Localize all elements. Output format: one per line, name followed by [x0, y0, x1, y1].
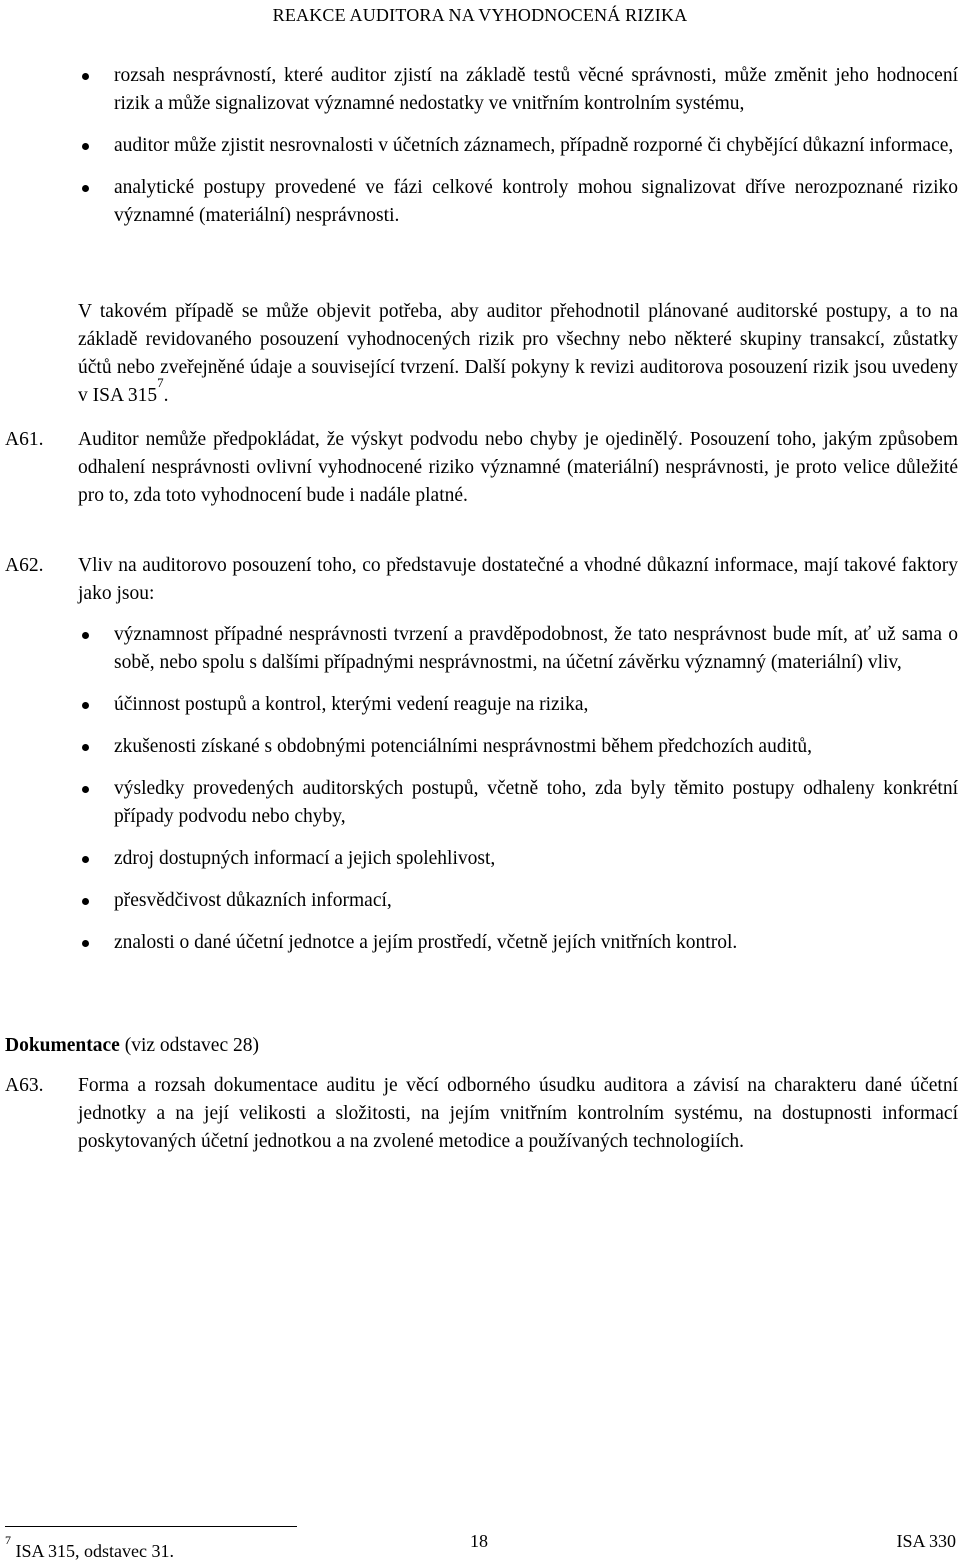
- list-item: analytické postupy provedené ve fázi celkové kontroly mohou signalizovat dříve nerozpoznané riziko významné (materiální) nesprávnosti.: [78, 174, 958, 230]
- paragraph-end: .: [163, 385, 169, 406]
- paragraph-number-a61: A61.: [5, 429, 44, 450]
- paragraph-number-a63: A63.: [5, 1075, 44, 1096]
- footnote-text: ISA 315, odstavec 31.: [11, 1541, 174, 1561]
- footnote: [5, 1533, 174, 1561]
- list-item: znalosti o dané účetní jednotce a jejím prostředí, včetně jejích vnitřních kontrol.: [78, 929, 958, 957]
- footnote-divider: [5, 1526, 297, 1527]
- paragraph-a61: Auditor nemůže předpokládat, že výskyt podvodu nebo chyby je ojedinělý. Posouzení toho, jakým způsobem odhalení nesprávnosti ovlivní vyhodnocené riziko významné (materiální) nesprávnosti, je proto velice důležité pro to, zda toto vyhodnocení bude i nadále platné.: [78, 429, 958, 506]
- paragraph-text: V takovém případě se může objevit potřeba, aby auditor přehodnotil plánované auditorské postupy, a to na základě revidovaného posouzení vyhodnocených rizik pro všechny nebo některé skupiny transakcí, zůstatky účtů nebo zveřejněné údaje a související tvrzení. Další pokyny k revizi auditorova posouzení rizik jsou uvedeny v ISA 315: [78, 301, 958, 406]
- section-title: Dokumentace: [5, 1035, 120, 1056]
- standard-code: ISA 330: [896, 1531, 956, 1551]
- list-item: výsledky provedených auditorských postupů, včetně toho, zda byly těmito postupy odhaleny konkrétní případy podvodu nebo chyby,: [78, 775, 958, 831]
- list-item: auditor může zjistit nesrovnalosti v účetních záznamech, případně rozporné či chybějící důkazní informace,: [78, 132, 958, 160]
- continued-paragraph: [78, 298, 958, 410]
- list-item: zkušenosti získané s obdobnými potenciálními nesprávnostmi během předchozích auditů,: [78, 733, 958, 761]
- paragraph-a63: Forma a rozsah dokumentace auditu je věcí odborného úsudku auditora a závisí na charakteru dané účetní jednotky a na její velikosti a složitosti, na jejím vnitřním kontrolním systému, na dostupnosti informací poskytovaných účetní jednotkou a na zvolené metodice a používaných technologiích.: [78, 1075, 958, 1152]
- section-reference: (viz odstavec 28): [119, 1035, 259, 1056]
- paragraph-a62: Vliv na auditorovo posouzení toho, co představuje dostatečné a vhodné důkazní informace, mají takové faktory jako jsou:: [78, 555, 958, 604]
- running-header: REAKCE AUDITORA NA VYHODNOCENÁ RIZIKA: [272, 5, 688, 25]
- list-item: účinnost postupů a kontrol, kterými vedení reaguje na rizika,: [78, 691, 958, 719]
- evidence-factors-list: [78, 621, 958, 971]
- list-item: významnost případné nesprávnosti tvrzení a pravděpodobnost, že tato nesprávnost bude mít, ať už sama o sobě, nebo spolu s dalšími případnými nesprávnostmi, na účetní závěrku významný (materiální) vliv,: [78, 621, 958, 677]
- paragraph-number-a62: A62.: [5, 555, 44, 576]
- list-item: rozsah nesprávností, které auditor zjistí na základě testů věcné správnosti, může změnit jeho hodnocení rizik a může signalizovat významné nedostatky ve vnitřním kontrolním systému,: [78, 62, 958, 118]
- footnote-number: 7: [5, 1533, 11, 1547]
- section-heading: [5, 1032, 259, 1060]
- list-item: zdroj dostupných informací a jejich spolehlivost,: [78, 845, 958, 873]
- footnote-reference: 7: [157, 374, 164, 390]
- list-item: přesvědčivost důkazních informací,: [78, 887, 958, 915]
- risk-signals-list: [78, 62, 958, 244]
- page-number: 18: [470, 1531, 488, 1551]
